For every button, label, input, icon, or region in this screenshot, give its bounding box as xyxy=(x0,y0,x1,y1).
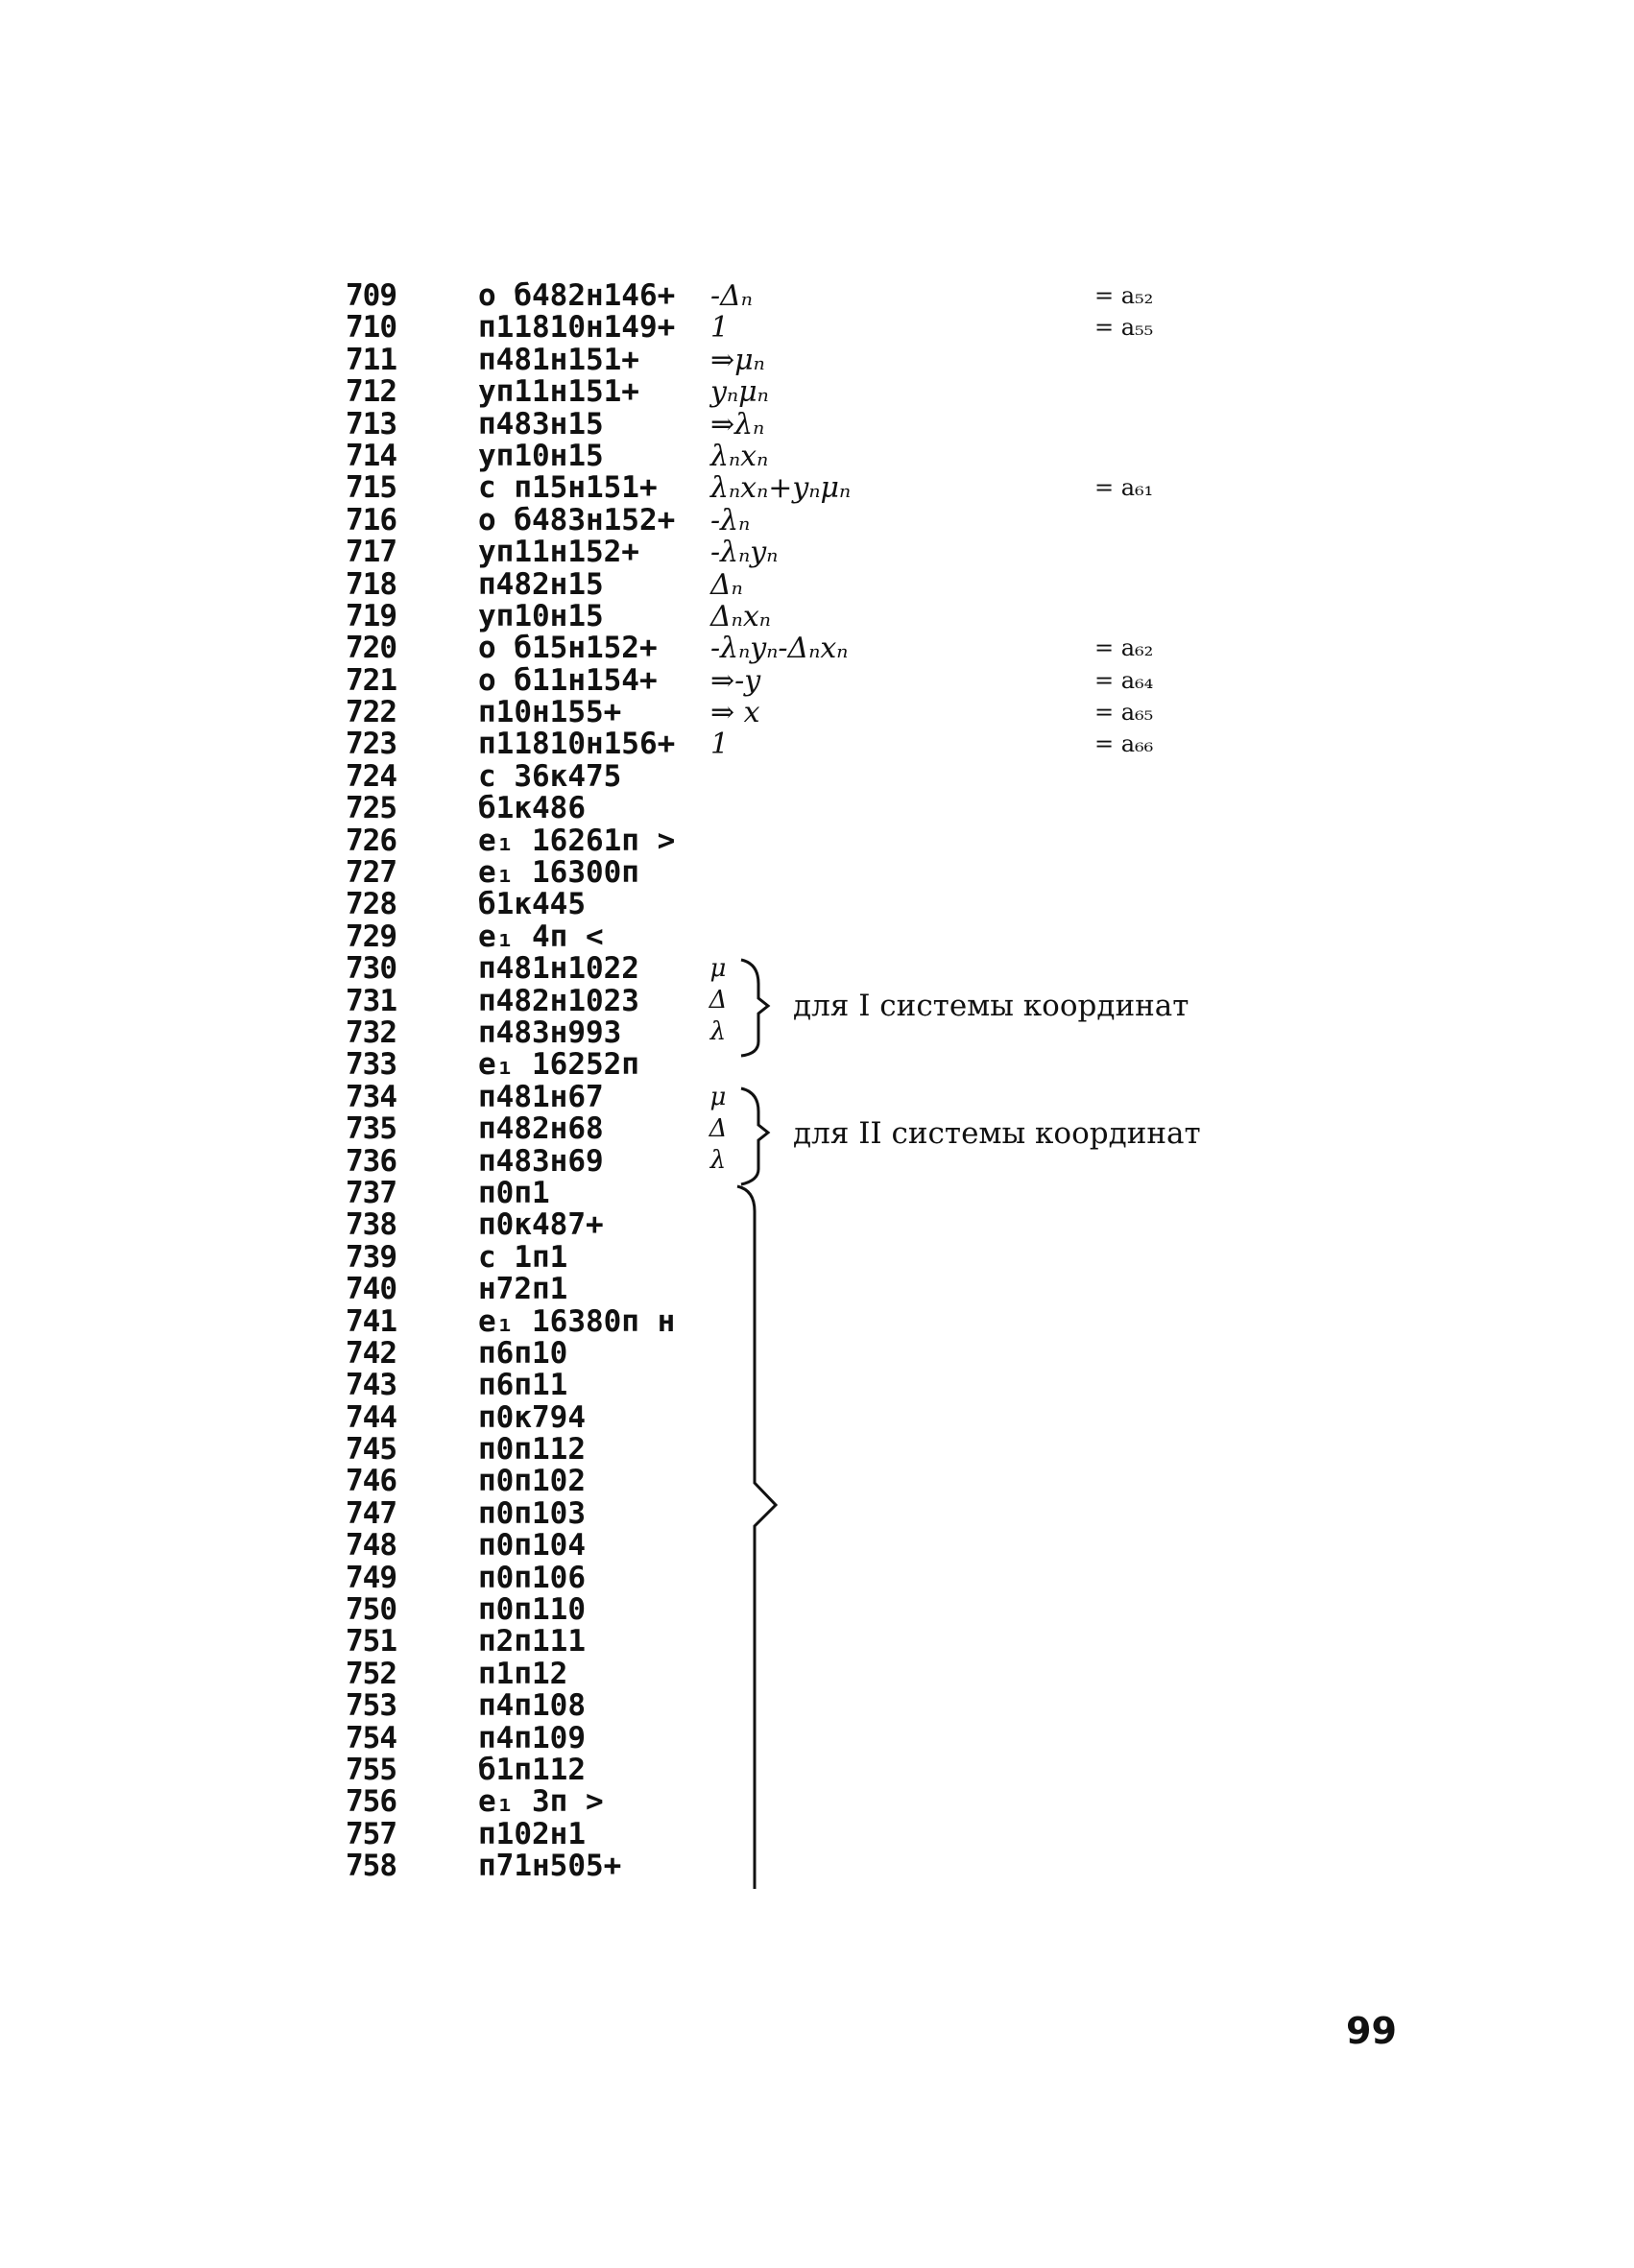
group1-label: для I системы координат xyxy=(793,989,1189,1023)
instruction-code: б1п112 xyxy=(478,1752,586,1787)
instruction-code: уп11н151+ xyxy=(478,374,639,410)
instruction-code: уп11н152+ xyxy=(478,535,639,570)
instruction-code: п483н15 xyxy=(478,406,604,442)
instruction-code: п0п102 xyxy=(478,1464,586,1499)
instruction-comment: λₙxₙ xyxy=(710,439,769,473)
line-number: 733 xyxy=(346,1047,396,1083)
group1-symbol-mu: μ xyxy=(709,954,727,983)
instruction-comment: ⇒λₙ xyxy=(710,407,765,442)
instruction-code: п0п112 xyxy=(478,1432,586,1468)
group2-symbol-delta: Δ xyxy=(709,1114,728,1143)
line-number: 728 xyxy=(346,887,396,922)
coefficient-label: = a₅₂ xyxy=(1094,282,1154,309)
line-number: 716 xyxy=(346,502,396,537)
line-number: 750 xyxy=(346,1592,396,1628)
instruction-code: о б482н146+ xyxy=(478,278,676,313)
line-number: 739 xyxy=(346,1239,396,1275)
line-number: 710 xyxy=(346,310,396,346)
line-number: 743 xyxy=(346,1368,396,1403)
line-number: 756 xyxy=(346,1784,396,1820)
instruction-comment: ⇒-y xyxy=(710,663,761,698)
instruction-code: уп10н15 xyxy=(478,598,604,633)
instruction-code: п102н1 xyxy=(478,1816,586,1851)
line-number: 718 xyxy=(346,566,396,602)
instruction-code: п0п1 xyxy=(478,1175,550,1210)
instruction-code: б1к486 xyxy=(478,791,586,826)
line-number: 723 xyxy=(346,727,396,762)
instruction-comment: 1 xyxy=(710,728,730,762)
line-number: 709 xyxy=(346,278,396,313)
instruction-code: п0п104 xyxy=(478,1528,586,1564)
instruction-code: п10н155+ xyxy=(478,695,622,730)
instruction-comment: ⇒μₙ xyxy=(710,343,765,377)
instruction-comment: λₙxₙ+yₙμₙ xyxy=(710,471,852,506)
instruction-code: е₁ 16300п xyxy=(478,855,639,891)
line-number: 722 xyxy=(346,695,396,730)
instruction-code: п483н993 xyxy=(478,1015,622,1050)
line-number: 741 xyxy=(346,1303,396,1339)
instruction-code: п0п110 xyxy=(478,1592,586,1628)
instruction-comment: -λₙyₙ-Δₙxₙ xyxy=(710,632,849,666)
instruction-code: с 1п1 xyxy=(478,1239,568,1275)
coefficient-label: = a₆₆ xyxy=(1094,730,1154,758)
instruction-code: п481н67 xyxy=(478,1079,604,1114)
instruction-comment: -λₙ xyxy=(710,503,751,537)
line-number: 755 xyxy=(346,1752,396,1787)
instruction-code: п2п111 xyxy=(478,1624,586,1659)
line-number: 721 xyxy=(346,662,396,698)
instruction-code: с п15н151+ xyxy=(478,470,658,506)
instruction-code: е₁ 16261п > xyxy=(478,823,676,858)
instruction-comment: Δₙxₙ xyxy=(710,599,771,633)
line-number: 735 xyxy=(346,1111,396,1147)
line-number: 758 xyxy=(346,1849,396,1884)
line-number: 745 xyxy=(346,1432,396,1468)
instruction-code: п71н505+ xyxy=(478,1849,622,1884)
instruction-code: п482н68 xyxy=(478,1111,604,1147)
line-number: 729 xyxy=(346,919,396,954)
instruction-code: п0к794 xyxy=(478,1399,586,1435)
instruction-code: п481н151+ xyxy=(478,342,639,377)
group2-symbol-lambda: λ xyxy=(709,1146,727,1175)
instruction-code: о б483н152+ xyxy=(478,502,676,537)
line-number: 720 xyxy=(346,631,396,666)
instruction-code: п0п106 xyxy=(478,1560,586,1595)
instruction-comment: -Δₙ xyxy=(710,279,753,313)
coefficient-label: = a₆₅ xyxy=(1094,699,1154,727)
coefficient-label: = a₆₂ xyxy=(1094,634,1154,662)
group1-brace xyxy=(741,960,768,1056)
line-number: 754 xyxy=(346,1720,396,1755)
instruction-code: уп10н15 xyxy=(478,438,604,473)
line-number: 719 xyxy=(346,598,396,633)
group2-label: для II системы координат xyxy=(793,1116,1201,1151)
instruction-code: п482н1023 xyxy=(478,983,639,1018)
line-number: 746 xyxy=(346,1464,396,1499)
instruction-code: е₁ 3п > xyxy=(478,1784,604,1820)
line-number: 725 xyxy=(346,791,396,826)
instruction-code: н72п1 xyxy=(478,1272,568,1307)
instruction-comment: ⇒ x xyxy=(710,696,760,730)
line-number: 726 xyxy=(346,823,396,858)
line-number: 752 xyxy=(346,1656,396,1691)
line-number: 717 xyxy=(346,535,396,570)
instruction-code: о б11н154+ xyxy=(478,662,658,698)
line-number: 727 xyxy=(346,855,396,891)
line-number: 724 xyxy=(346,758,396,794)
line-number: 732 xyxy=(346,1015,396,1050)
group2-brace xyxy=(741,1088,768,1184)
line-number: 738 xyxy=(346,1207,396,1243)
group1-symbol-lambda: λ xyxy=(709,1017,727,1046)
group2-symbol-mu: μ xyxy=(709,1083,727,1111)
coefficient-label: = a₅₅ xyxy=(1094,314,1154,342)
line-number: 749 xyxy=(346,1560,396,1595)
instruction-code: п11810н156+ xyxy=(478,727,676,762)
line-number: 742 xyxy=(346,1335,396,1371)
line-number: 712 xyxy=(346,374,396,410)
instruction-code: с 36к475 xyxy=(478,758,622,794)
line-number: 737 xyxy=(346,1175,396,1210)
instruction-code: п0к487+ xyxy=(478,1207,604,1243)
page-number: 99 xyxy=(1346,2010,1397,2052)
line-number: 744 xyxy=(346,1399,396,1435)
line-number: 730 xyxy=(346,951,396,987)
instruction-code: п0п103 xyxy=(478,1495,586,1531)
instruction-code: п6п10 xyxy=(478,1335,568,1371)
line-number: 747 xyxy=(346,1495,396,1531)
instruction-code: п4п108 xyxy=(478,1688,586,1724)
line-number: 736 xyxy=(346,1143,396,1179)
line-number: 751 xyxy=(346,1624,396,1659)
instruction-code: п11810н149+ xyxy=(478,310,676,346)
instruction-code: п6п11 xyxy=(478,1368,568,1403)
instruction-code: е₁ 16380п н xyxy=(478,1303,676,1339)
instruction-comment: yₙμₙ xyxy=(710,375,769,410)
instruction-code: о б15н152+ xyxy=(478,631,658,666)
instruction-comment: 1 xyxy=(710,311,730,346)
coefficient-label: = a₆₄ xyxy=(1094,666,1154,694)
line-number: 753 xyxy=(346,1688,396,1724)
instruction-code: п482н15 xyxy=(478,566,604,602)
line-number: 714 xyxy=(346,438,396,473)
instruction-code: е₁ 16252п xyxy=(478,1047,639,1083)
instruction-comment: -λₙyₙ xyxy=(710,536,779,570)
line-number: 713 xyxy=(346,406,396,442)
instruction-code: п483н69 xyxy=(478,1143,604,1179)
line-number: 734 xyxy=(346,1079,396,1114)
long-brace xyxy=(737,1186,776,1889)
instruction-code: е₁ 4п < xyxy=(478,919,604,954)
line-number: 757 xyxy=(346,1816,396,1851)
instruction-code: б1к445 xyxy=(478,887,586,922)
instruction-code: п1п12 xyxy=(478,1656,568,1691)
line-number: 711 xyxy=(346,342,396,377)
instruction-comment: Δₙ xyxy=(710,567,743,602)
instruction-code: п481н1022 xyxy=(478,951,639,987)
group1-symbol-delta: Δ xyxy=(709,986,728,1015)
line-number: 715 xyxy=(346,470,396,506)
line-number: 748 xyxy=(346,1528,396,1564)
line-number: 731 xyxy=(346,983,396,1018)
line-number: 740 xyxy=(346,1272,396,1307)
coefficient-label: = a₆₁ xyxy=(1094,474,1154,502)
instruction-code: п4п109 xyxy=(478,1720,586,1755)
